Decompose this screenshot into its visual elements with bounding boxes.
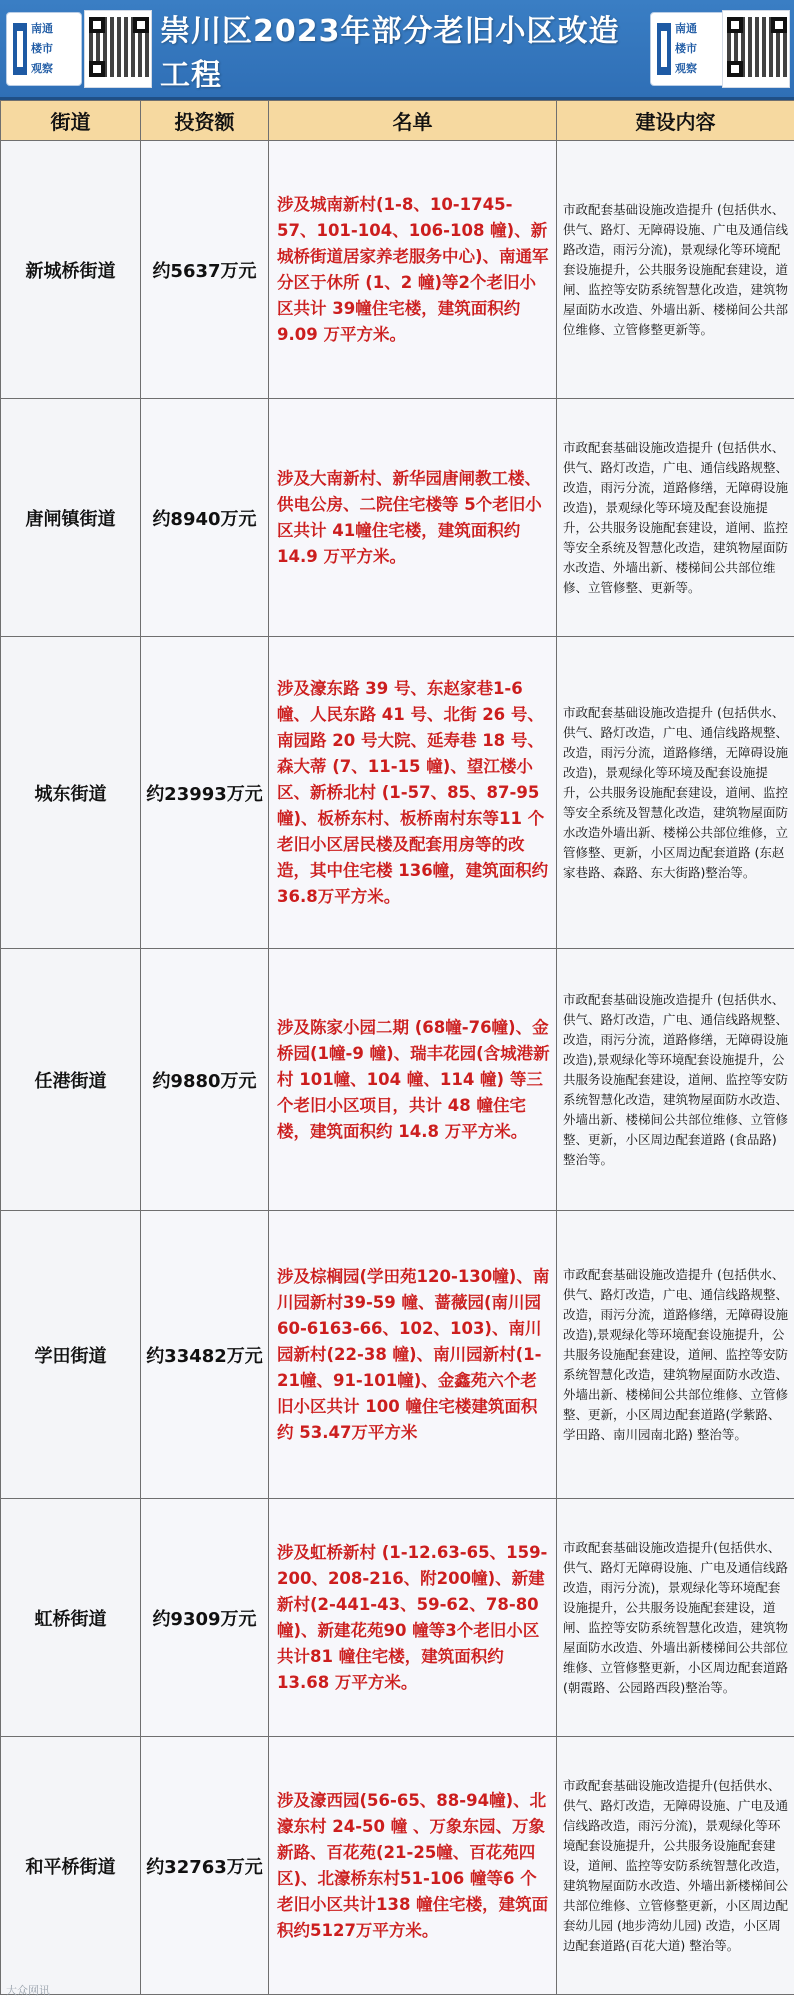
column-header-investment: 投资额 bbox=[141, 101, 269, 141]
construction-content-cell: 市政配套基础设施改造提升 (包括供水、供气、路灯改造，广电、通信线路规整、改造，雨污分流，道路修缮，无障碍设施改造)，景观绿化等环境及配套设施提升，公共服务设施配套建设，道闸、监控等安全系统及智慧化改造，建筑物屋面防水改造、外墙出新、楼梯间公共部位维修、立管修整、更新等。 bbox=[557, 399, 794, 637]
project-list-cell: 涉及濠东路 39 号、东赵家巷1-6 幢、人民东路 41 号、北街 26 号、南园路 20 号大院、延寿巷 18 号、森大蒂 (7、11-15 幢)、望江楼小区、新桥北村 (1-57、85、87-95 幢)、板桥东村、板桥南村东等11 个老旧小区居民楼及配套用房等的改造，其中住宅楼 136幢，建筑面积约 36.8万平方米。 bbox=[269, 637, 557, 949]
investment-cell: 约32763万元 bbox=[141, 1737, 269, 1995]
column-header-street: 街道 bbox=[1, 101, 141, 141]
brand-logo-line2: 楼市 bbox=[31, 42, 53, 55]
street-cell: 唐闸镇街道 bbox=[1, 399, 141, 637]
project-list-cell: 涉及棕榈园(学田苑120-130幢)、南川园新村39-59 幢、蔷薇园(南川园 60-6163-66、102、103)、南川园新村(22-38 幢)、南川园新村(1-21幢、91-101幢)、金鑫苑六个老旧小区共计 100 幢住宅楼建筑面积约 53.47万平方米 bbox=[269, 1211, 557, 1499]
brand-logo-line1: 南通 bbox=[31, 22, 53, 35]
project-list-cell: 涉及陈家小园二期 (68幢-76幢)、金桥园(1幢-9 幢)、瑞丰花园(含城港新村 101幢、104 幢、114 幢) 等三个老旧小区项目，共计 48 幢住宅楼，建筑面积约 14.8 万平方米。 bbox=[269, 949, 557, 1211]
construction-content-cell: 市政配套基础设施改造提升(包括供水、供气、路灯改造，无障碍设施、广电及通信线路改造，雨污分流)，景观绿化等环境配套设施提升，公共服务设施配套建设，道闸、监控等安防系统智慧化改造，建筑物屋面防水改造、外墙出新楼梯间公共部位维修、立管修整更新，小区周边配套幼儿园 (地步湾幼儿园) 改造，小区周边配套道路(百花大道) 整治等。 bbox=[557, 1737, 794, 1995]
source-watermark: 大众网讯 bbox=[6, 1984, 50, 1997]
project-list-cell: 涉及虹桥新村 (1-12.63-65、159-200、208-216、附200幢)、新建新村(2-441-43、59-62、78-80幢)、新建花苑90 幢等3个老旧小区共计81 幢住宅楼，建筑面积约 13.68 万平方米。 bbox=[269, 1499, 557, 1737]
street-cell: 任港街道 bbox=[1, 949, 141, 1211]
construction-content-cell: 市政配套基础设施改造提升(包括供水、供气、路灯无障碍设施、广电及通信线路改造，雨污分流)，景观绿化等环境配套设施提升，公共服务设施配套建设，道闸、监控等安防系统智慧化改造，建筑物屋面防水改造、外墙出新楼梯间公共部位维修、立管修整更新，小区周边配套道路(朝霞路、公园路西段)整治等。 bbox=[557, 1499, 794, 1737]
brand-logo bbox=[6, 12, 82, 86]
renovation-table bbox=[0, 100, 794, 1995]
qr-code-icon bbox=[722, 10, 790, 88]
brand-logo-line3: 观察 bbox=[31, 62, 53, 75]
brand-logo-text bbox=[675, 19, 723, 79]
brand-logo-text bbox=[31, 19, 79, 79]
brand-logo bbox=[650, 12, 726, 86]
table-body bbox=[1, 141, 794, 1995]
construction-content-cell: 市政配套基础设施改造提升 (包括供水、供气、路灯、无障碍设施、广电及通信线路改造，雨污分流)，景观绿化等环境配套设施提升，公共服务设施配套建设，道闸、监控等安防系统智慧化改造，建筑物屋面防水改造、外墙出新、楼梯间公共部位维修、立管修整更新等。 bbox=[557, 141, 794, 399]
header-banner bbox=[0, 0, 794, 100]
column-header-content: 建设内容 bbox=[557, 101, 794, 141]
brand-mark-icon bbox=[657, 23, 671, 75]
construction-content-cell: 市政配套基础设施改造提升 (包括供水、供气、路灯改造，广电、通信线路规整、改造，雨污分流，道路修缮，无障碍设施改造),景观绿化等环境配套设施提升，公共服务设施配套建设，道闸、监控等安防系统智慧化改造，建筑物屋面防水改造、外墙出新、楼梯间公共部位维修、立管修整、更新，小区周边配套道路 (食品路) 整治等。 bbox=[557, 949, 794, 1211]
street-cell: 新城桥街道 bbox=[1, 141, 141, 399]
brand-logo-line1: 南通 bbox=[675, 22, 697, 35]
investment-cell: 约23993万元 bbox=[141, 637, 269, 949]
investment-cell: 约33482万元 bbox=[141, 1211, 269, 1499]
investment-cell: 约9309万元 bbox=[141, 1499, 269, 1737]
street-cell: 城东街道 bbox=[1, 637, 141, 949]
investment-cell: 约9880万元 bbox=[141, 949, 269, 1211]
table-row bbox=[1, 1499, 794, 1737]
brand-mark-icon bbox=[13, 23, 27, 75]
page-title: 崇川区2023年部分老旧小区改造工程 bbox=[160, 14, 620, 93]
project-list-cell: 涉及大南新村、新华园唐闸教工楼、供电公房、二院住宅楼等 5个老旧小区共计 41幢住宅楼，建筑面积约 14.9 万平方米。 bbox=[269, 399, 557, 637]
column-header-list: 名单 bbox=[269, 101, 557, 141]
brand-logo-line2: 楼市 bbox=[675, 42, 697, 55]
street-cell: 虹桥街道 bbox=[1, 1499, 141, 1737]
brand-logo-line3: 观察 bbox=[675, 62, 697, 75]
qr-code-icon bbox=[84, 10, 152, 88]
street-cell: 和平桥街道 bbox=[1, 1737, 141, 1995]
construction-content-cell: 市政配套基础设施改造提升 (包括供水、供气、路灯改造，广电、通信线路规整、改造，雨污分流，道路修缮，无障碍设施改造)，景观绿化等环境及配套设施提升，公共服务设施配套建设，道闸、监控等安全系统及智慧化改造，建筑物屋面防水改造外墙出新、楼梯公共部位维修，立管修整、更新，小区周边配套道路 (东赵家巷路、森路、东大街路)整治等。 bbox=[557, 637, 794, 949]
table-row bbox=[1, 1737, 794, 1995]
street-cell: 学田街道 bbox=[1, 1211, 141, 1499]
table-row bbox=[1, 637, 794, 949]
investment-cell: 约8940万元 bbox=[141, 399, 269, 637]
table-row bbox=[1, 949, 794, 1211]
table-row bbox=[1, 399, 794, 637]
project-list-cell: 涉及城南新村(1-8、10-1745-57、101-104、106-108 幢)、新城桥街道居家养老服务中心)、南通军分区于休所 (1、2 幢)等2个老旧小区共计 39幢住宅楼，建筑面积约 9.09 万平方米。 bbox=[269, 141, 557, 399]
construction-content-cell: 市政配套基础设施改造提升 (包括供水、供气、路灯改造，广电、通信线路规整、改造，雨污分流，道路修缮，无障碍设施改造),景观绿化等环境配套设施提升，公共服务设施配套建设，道闸、监控等安防系统智慧化改造，建筑物屋面防水改造、外墙出新、楼梯间公共部位维修、立管修整、更新，小区周边配套道路(学紫路、学田路、南川园南北路) 整治等。 bbox=[557, 1211, 794, 1499]
table-row bbox=[1, 1211, 794, 1499]
investment-cell: 约5637万元 bbox=[141, 141, 269, 399]
table-row bbox=[1, 141, 794, 399]
project-list-cell: 涉及濠西园(56-65、88-94幢)、北濠东村 24-50 幢 、万象东园、万象新路、百花苑(21-25幢、百花苑四区)、北濠桥东村51-106 幢等6 个老旧小区共计138 幢住宅楼，建筑面积约5127万平方米。 bbox=[269, 1737, 557, 1995]
table-header bbox=[1, 101, 794, 141]
